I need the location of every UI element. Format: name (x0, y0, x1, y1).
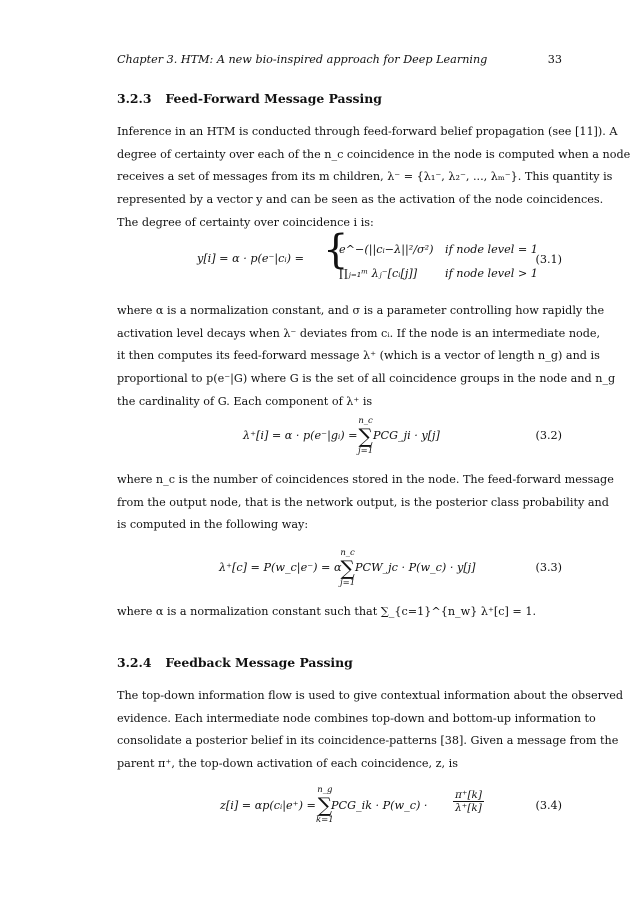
text-line: where n_c is the number of coincidences stored in the node. The feed-forward message (117, 473, 614, 486)
text-line: receives a set of messages from its m children, λ⁻ = {λ₁⁻, λ₂⁻, ..., λₘ⁻}. This quantity is (117, 170, 613, 184)
equation-number: (3.3) (535, 561, 562, 574)
case-1-expression: e^−(||cᵢ−λ||²/σ²) (339, 243, 434, 256)
case-1-condition: if node level = 1 (445, 243, 538, 256)
equation-number: (3.4) (535, 799, 562, 812)
section-heading-3-2-3 (117, 91, 382, 106)
text-line: from the output node, that is the network output, is the posterior class probability and (117, 495, 609, 509)
sum-upper-limit: n_c (340, 548, 355, 558)
paragraph-coincidences (117, 469, 614, 537)
chapter-title: Chapter 3. HTM: A new bio-inspired approach for Deep Learning (117, 53, 488, 66)
text-line: evidence. Each intermediate node combines top-down and bottom-up information to (117, 711, 596, 725)
text-line: activation level decays when λ⁻ deviates from cᵢ. If the node is an intermediate node, (117, 326, 601, 340)
eq-middle: PCG_ik · P(w_c) · (331, 799, 428, 812)
paragraph-alpha (117, 601, 562, 624)
section-heading-3-2-4 (117, 655, 353, 670)
text-line: Inference in an HTM is conducted through feed-forward belief propagation (see [11]). A (117, 125, 618, 138)
section-number: 3.2.3 (117, 91, 152, 106)
text-line: it then computes its feed-forward message λ⁺ (which is a vector of length n_g) and is (117, 349, 600, 363)
eq-rhs: PCW_jc · P(w_c) · y[j] (355, 561, 476, 574)
paragraph-normalization (117, 300, 616, 413)
text-line: is computed in the following way: (117, 518, 309, 532)
fraction (453, 789, 484, 814)
text-line: The top-down information flow is used to give contextual information about the observed (117, 689, 624, 702)
sum-upper-limit: n_c (358, 416, 373, 426)
running-header (117, 53, 562, 66)
sum-lower-limit: j=1 (358, 446, 374, 456)
paragraph-feedback (117, 685, 624, 776)
sum-lower-limit: k=1 (316, 815, 334, 825)
text-line: where α is a normalization constant such that ∑_{c=1}^{n_w} λ⁺[c] = 1. (117, 605, 537, 618)
fraction-denominator: λ⁺[k] (455, 802, 482, 814)
sum-upper-limit: n_g (317, 785, 333, 795)
text-line: the cardinality of G. Each component of λ⁺ is (117, 394, 373, 408)
eq-rhs: PCG_ji · y[j] (373, 429, 440, 442)
eq-lhs: y[i] = α · p(e⁻|cᵢ) = (197, 252, 304, 265)
page-number: 33 (547, 53, 562, 66)
case-2-expression: ∏ⱼ₌₁ᵐ λⱼ⁻[cᵢ[j]] (339, 267, 418, 280)
section-number: 3.2.4 (117, 655, 152, 670)
text-line: degree of certainty over each of the n_c coincidence in the node is computed when a node (117, 147, 631, 161)
eq-lhs: λ⁺[i] = α · p(e⁻|gᵢ) = (243, 429, 358, 442)
equation-number: (3.1) (535, 253, 562, 266)
equation-3-2 (117, 416, 562, 458)
sum-lower-limit: j=1 (340, 578, 356, 588)
paragraph-inference (117, 121, 631, 234)
equation-number: (3.2) (535, 429, 562, 442)
case-2-condition: if node level > 1 (445, 267, 538, 280)
summation-icon: n_c ∑ j=1 (358, 416, 374, 456)
eq-lhs: z[i] = αp(cᵢ|e⁺) = (220, 799, 316, 812)
left-brace-icon: { (323, 227, 349, 273)
fraction-numerator: π⁺[k] (455, 789, 482, 801)
section-title: Feedback Message Passing (165, 655, 353, 670)
equation-3-1 (117, 227, 562, 290)
summation-icon: n_g ∑ k=1 (316, 785, 334, 825)
text-line: The degree of certainty over coincidence i is: (117, 215, 374, 229)
equation-3-4 (117, 785, 562, 827)
equation-3-3 (117, 548, 562, 590)
text-line: parent π⁺, the top-down activation of each coincidence, z, is (117, 757, 458, 771)
eq-lhs: λ⁺[c] = P(w_c|e⁻) = α (219, 561, 342, 574)
text-line: consolidate a posterior belief in its coincidence-patterns [38]. Given a message from the (117, 734, 619, 748)
text-line: proportional to p(e⁻|G) where G is the set of all coincidence groups in the node and n_g (117, 372, 616, 386)
summation-icon: n_c ∑ j=1 (340, 548, 356, 588)
text-line: where α is a normalization constant, and σ is a parameter controlling how rapidly the (117, 304, 605, 317)
text-line: represented by a vector y and can be seen as the activation of the node coincidences. (117, 193, 604, 207)
section-title: Feed-Forward Message Passing (165, 91, 382, 106)
